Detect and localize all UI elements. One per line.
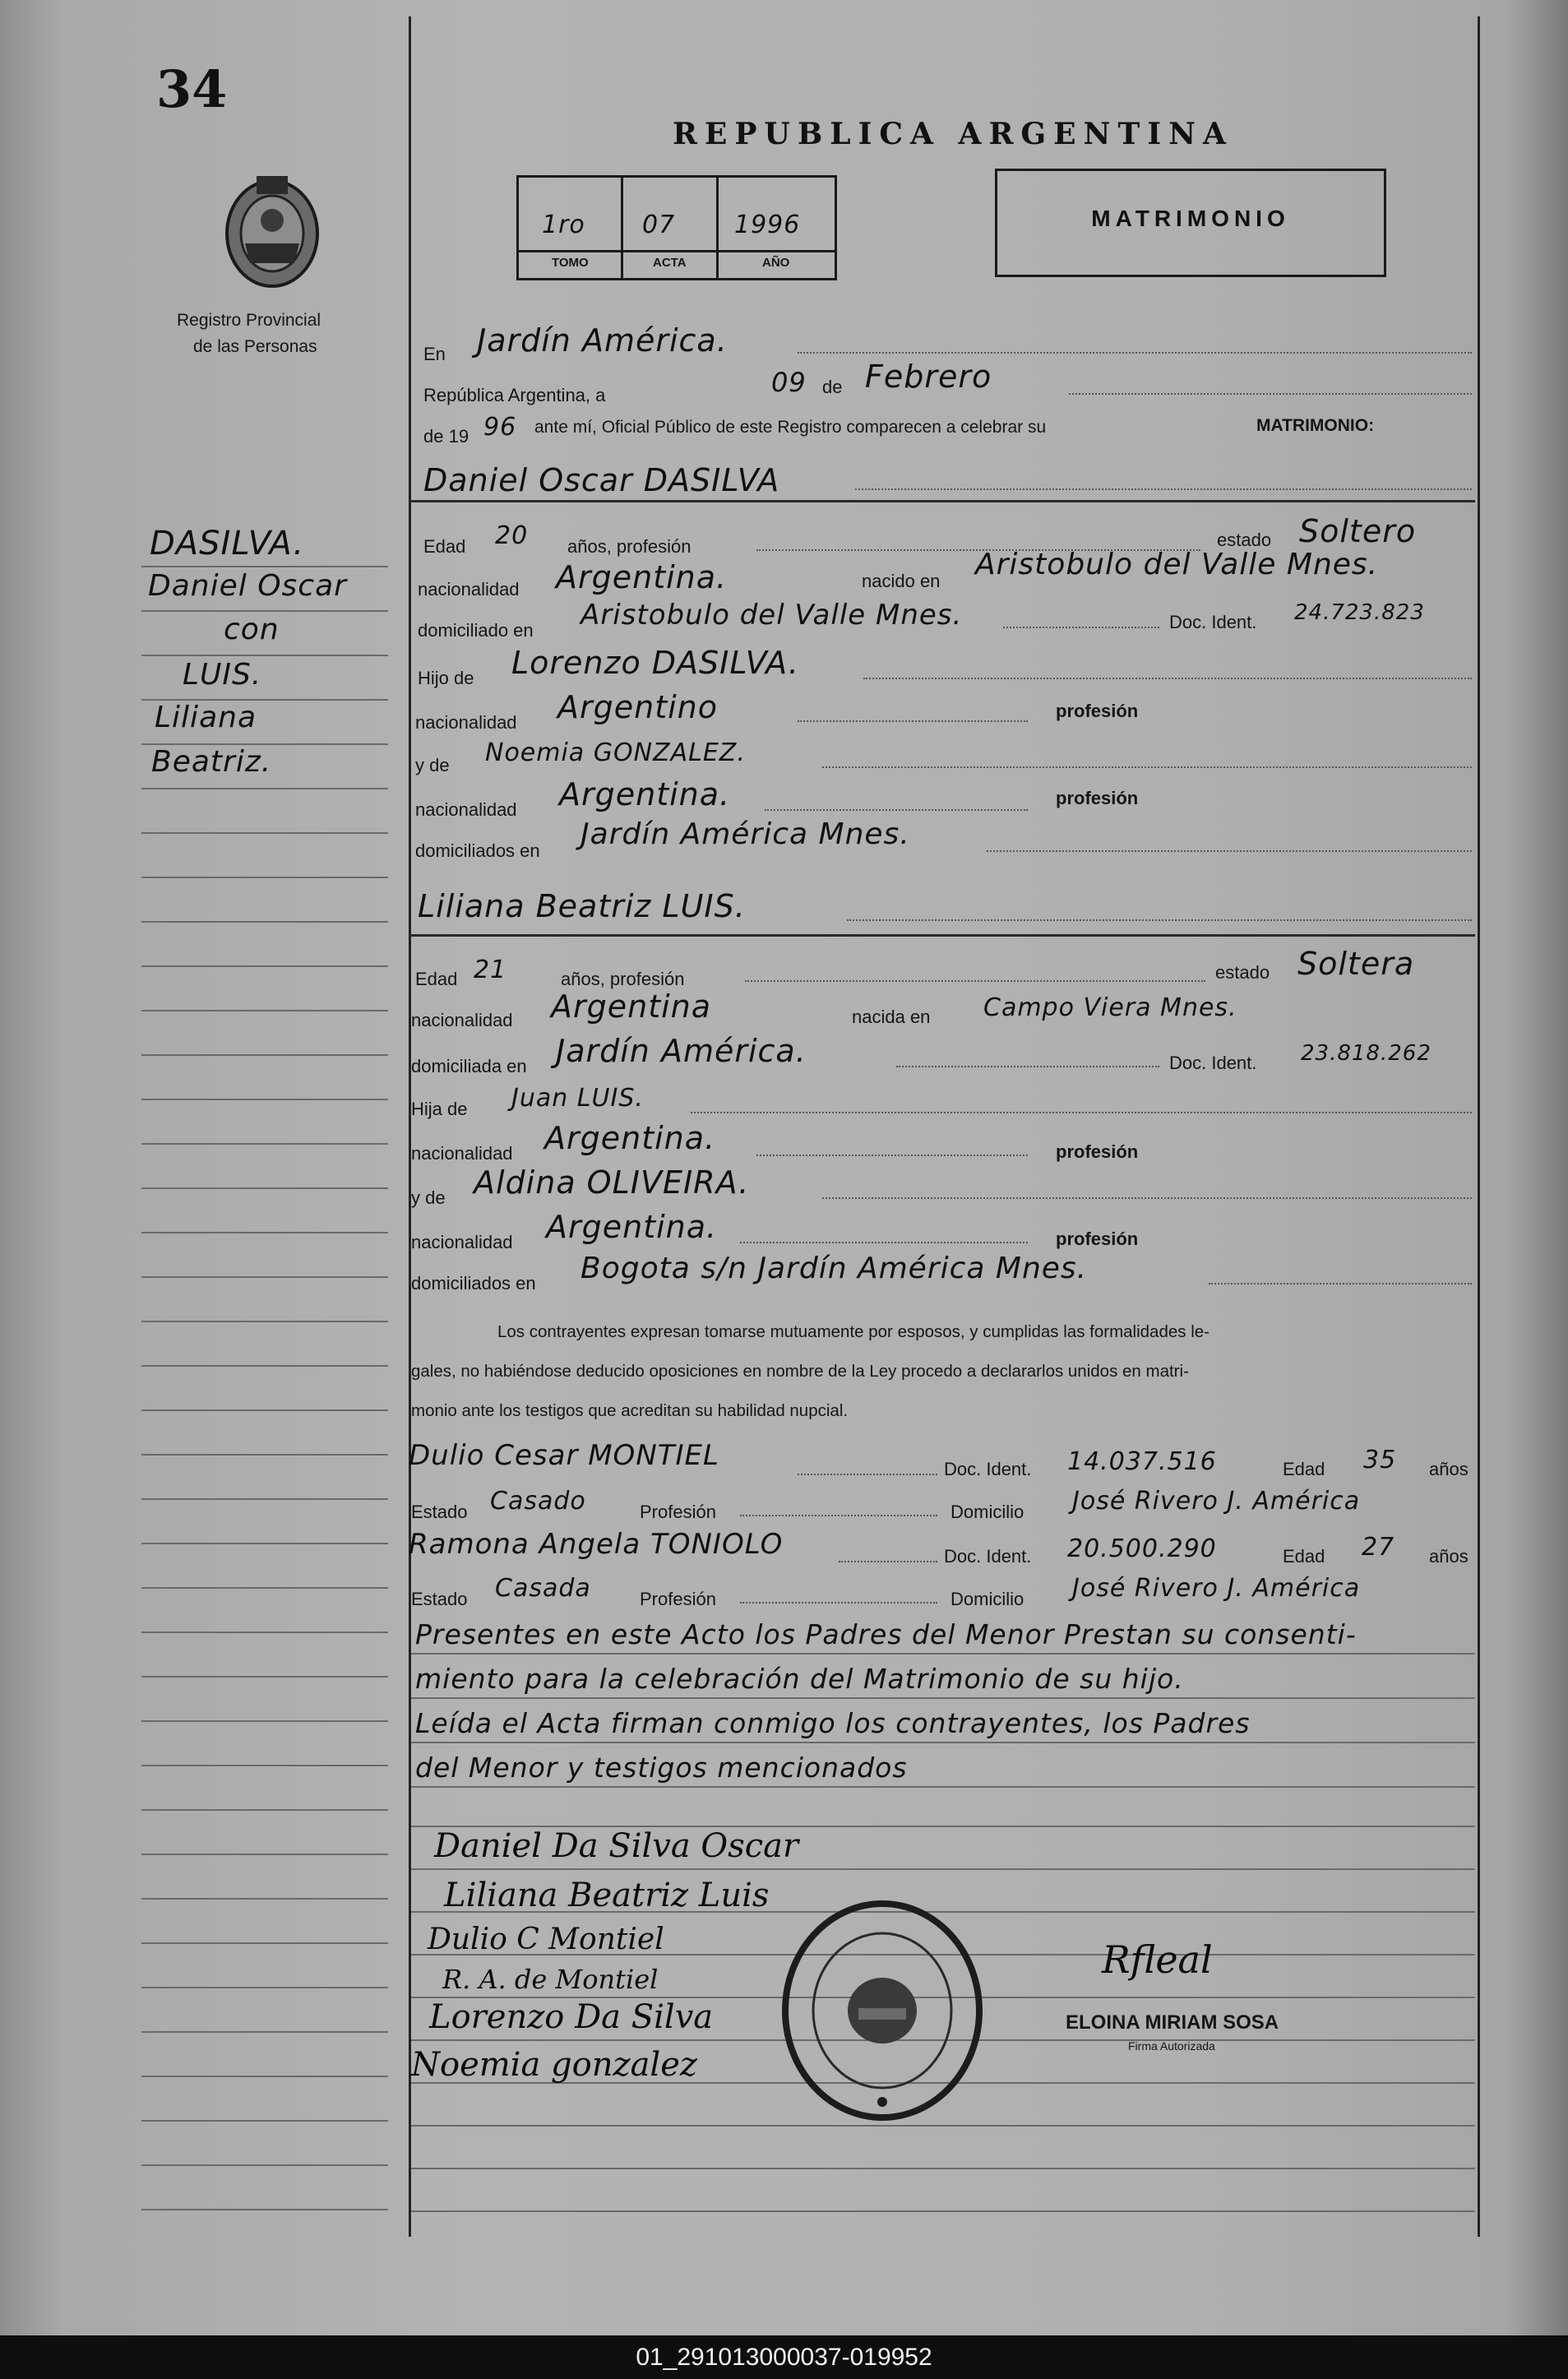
statement-line-2: gales, no habiéndose deducido oposiciones en nombre de la Ley procedo a declararlos unidos en matri- [411, 1362, 1189, 1381]
bride-name: Liliana Beatriz LUIS. [418, 888, 746, 924]
groom-domicilio: Aristobulo del Valle Mnes. [580, 599, 963, 632]
official-caption: Firma Autorizada [1128, 2039, 1215, 2053]
year-prefix: de 19 [423, 426, 469, 447]
intro-day: 09 [771, 367, 807, 398]
bride-estado-label: estado [1215, 962, 1270, 983]
rule [756, 1155, 1028, 1156]
rule [863, 678, 1472, 679]
groom-mother: Noemia GONZALEZ. [485, 738, 746, 767]
witness-2-anos-label: años [1429, 1546, 1469, 1567]
groom-nacionalidad: Argentina. [556, 559, 728, 595]
groom-birthplace: Aristobulo del Valle Mnes. [975, 548, 1379, 581]
groom-mother-nac-label: nacionalidad [415, 799, 517, 820]
statement-line-1: Los contrayentes expresan tomarse mutuamente por esposos, y cumplidas las formalidades le- [497, 1322, 1210, 1341]
intro-year-suffix: 96 [483, 413, 517, 442]
registry-line-1: Registro Provincial [177, 311, 321, 330]
groom-estado: Soltero [1299, 513, 1417, 549]
country-title: REPUBLICA ARGENTINA [673, 117, 1233, 151]
margin-note-5: Liliana [155, 701, 257, 734]
groom-parents-dom-label: domiciliados en [415, 840, 540, 861]
groom-edad-label: Edad [423, 536, 466, 557]
intro-de-label: de [822, 377, 843, 397]
bride-father-nac-label: nacionalidad [411, 1143, 513, 1164]
bride-mother-profesion-label: profesión [1056, 1229, 1139, 1249]
witness-1-estado: Casado [490, 1487, 586, 1516]
witness-2-estado-label: Estado [411, 1589, 468, 1609]
witness-2-domicilio: José Rivero J. América [1072, 1574, 1361, 1603]
groom-hijo-label: Hijo de [418, 668, 474, 688]
rule [1069, 393, 1472, 395]
ano-value: 1996 [734, 211, 801, 239]
groom-father-nacionalidad: Argentino [557, 689, 718, 725]
bride-yde-label: y de [411, 1187, 446, 1208]
witness-2-doc-label: Doc. Ident. [944, 1546, 1032, 1567]
bride-father-nacionalidad: Argentina. [544, 1120, 716, 1156]
rule [765, 809, 1028, 811]
acta-label: ACTA [653, 256, 687, 270]
ano-label: AÑO [762, 256, 790, 270]
intro-month: Febrero [865, 359, 992, 395]
witness-1-domicilio: José Rivero J. América [1072, 1487, 1361, 1516]
bride-doc: 23.818.262 [1301, 1041, 1432, 1066]
groom-doc: 24.723.823 [1294, 600, 1425, 625]
witness-2-edad: 27 [1362, 1533, 1395, 1562]
witness-1-edad: 35 [1363, 1446, 1397, 1474]
rule [798, 352, 1472, 354]
notes-line-1: Presentes en este Acto los Padres del Menor Prestan su consenti- [415, 1618, 1357, 1650]
margin-note-6: Beatriz. [151, 745, 272, 779]
groom-mother-profesion-label: profesión [1056, 788, 1139, 808]
rule [798, 720, 1028, 722]
rule [987, 850, 1472, 852]
registry-line-2: de las Personas [193, 337, 317, 356]
acta-value: 07 [642, 211, 676, 239]
rule [798, 1474, 937, 1475]
groom-doc-label: Doc. Ident. [1169, 612, 1257, 632]
witness-2-name: Ramona Angela TONIOLO [409, 1528, 784, 1561]
footer-id: 01_291013000037-019952 [0, 2335, 1568, 2379]
witness-1-doc: 14.037.516 [1067, 1447, 1217, 1476]
bride-anos-label: años, profesión [561, 969, 685, 989]
groom-father: Lorenzo DASILVA. [511, 645, 799, 681]
bride-doc-label: Doc. Ident. [1169, 1053, 1257, 1073]
rule [896, 1066, 1159, 1067]
witness-1-doc-label: Doc. Ident. [944, 1459, 1032, 1479]
rule [1209, 1283, 1472, 1284]
bride-estado: Soltera [1297, 946, 1415, 982]
bride-father-profesion-label: profesión [1056, 1141, 1139, 1162]
intro-place: Jardín América. [477, 322, 728, 359]
witness-2-estado: Casada [495, 1574, 591, 1603]
signature-groom: Daniel Da Silva Oscar [434, 1827, 799, 1865]
oficial-text: ante mí, Oficial Público de este Registro comparecen a celebrar su [534, 418, 1047, 437]
groom-mother-nacionalidad: Argentina. [559, 776, 731, 812]
groom-name: Daniel Oscar DASILVA [423, 462, 780, 498]
tomo-label: TOMO [552, 256, 589, 270]
rule [740, 1602, 937, 1604]
groom-estado-label: estado [1217, 530, 1272, 550]
bride-parents-dom-label: domiciliados en [411, 1273, 536, 1294]
bride-nac-label: nacionalidad [411, 1010, 513, 1030]
rule [855, 488, 1472, 490]
bride-nacionalidad: Argentina [551, 988, 712, 1025]
witness-2-profesion-label: Profesión [640, 1589, 716, 1609]
groom-father-nac-label: nacionalidad [415, 712, 517, 733]
right-border [1478, 16, 1480, 2237]
bride-birthplace: Campo Viera Mnes. [983, 993, 1237, 1022]
witness-1-anos-label: años [1429, 1459, 1469, 1479]
bride-mother-nacionalidad: Argentina. [546, 1209, 718, 1245]
witness-2-doc: 20.500.290 [1067, 1534, 1217, 1563]
coat-of-arms-emblem [220, 171, 324, 289]
page-number: 34 [156, 59, 228, 119]
witness-1-estado-label: Estado [411, 1502, 468, 1522]
margin-rule [409, 16, 411, 2237]
bride-mother: Aldina OLIVEIRA. [474, 1164, 750, 1201]
official-name: ELOINA MIRIAM SOSA [1066, 2011, 1279, 2034]
signature-witness-2: R. A. de Montiel [442, 1964, 659, 1995]
notes-line-2: miento para la celebración del Matrimonio de su hijo. [415, 1663, 1184, 1695]
margin-note-2: Daniel Oscar [148, 569, 347, 603]
rule [740, 1242, 1028, 1243]
groom-parents-domicilio: Jardín América Mnes. [580, 817, 910, 851]
notes-line-3: Leída el Acta firman conmigo los contrayentes, los Padres [415, 1707, 1251, 1739]
rule [839, 1561, 937, 1562]
groom-dom-label: domiciliado en [418, 620, 534, 641]
groom-nac-label: nacionalidad [418, 579, 520, 599]
section-separator [409, 500, 1475, 502]
margin-note-3: con [224, 613, 280, 646]
rule [847, 919, 1472, 921]
witness-2-edad-label: Edad [1283, 1546, 1325, 1567]
rule [822, 766, 1472, 768]
bride-edad-label: Edad [415, 969, 458, 989]
book-reference-box [516, 175, 837, 280]
bride-hija-label: Hija de [411, 1099, 468, 1119]
rule [691, 1112, 1472, 1113]
witness-1-name: Dulio Cesar MONTIEL [409, 1439, 719, 1472]
witness-1-domicilio-label: Domicilio [951, 1502, 1025, 1522]
tomo-value: 1ro [542, 211, 585, 239]
official-signature: Rfleal [1102, 1937, 1213, 1982]
bride-age: 21 [474, 956, 507, 984]
section-separator [409, 934, 1475, 937]
bride-nacida-label: nacida en [852, 1007, 931, 1027]
republica-label: República Argentina, a [423, 385, 606, 405]
groom-yde-label: y de [415, 755, 450, 775]
signature-witness-1: Dulio C Montiel [428, 1923, 664, 1956]
signature-father: Lorenzo Da Silva [429, 1998, 714, 2036]
margin-note-1: DASILVA. [150, 525, 305, 562]
bride-domicilio: Jardín América. [556, 1033, 807, 1069]
bride-mother-nac-label: nacionalidad [411, 1232, 513, 1252]
doc-type-box [995, 169, 1386, 277]
margin-note-4: LUIS. [183, 658, 262, 692]
groom-age: 20 [495, 521, 529, 550]
bride-dom-label: domiciliada en [411, 1056, 527, 1076]
witness-2-domicilio-label: Domicilio [951, 1589, 1025, 1609]
groom-father-profesion-label: profesión [1056, 701, 1139, 721]
rule [1003, 627, 1159, 628]
groom-nacido-label: nacido en [862, 571, 941, 591]
bride-father: Juan LUIS. [511, 1084, 644, 1113]
en-label: En [423, 344, 446, 364]
witness-1-profesion-label: Profesión [640, 1502, 716, 1522]
signature-bride: Liliana Beatriz Luis [444, 1877, 770, 1914]
statement-line-3: monio ante los testigos que acreditan su habilidad nupcial. [411, 1401, 849, 1420]
groom-anos-label: años, profesión [567, 536, 691, 557]
rule [745, 980, 1205, 982]
matrimonio-word: MATRIMONIO: [1256, 416, 1375, 435]
rule [740, 1515, 937, 1516]
doc-type-label: MATRIMONIO [1091, 206, 1290, 231]
rule [822, 1197, 1472, 1199]
official-seal [779, 1900, 985, 2122]
bride-parents-domicilio: Bogota s/n Jardín América Mnes. [580, 1252, 1088, 1285]
signature-mother: Noemia gonzalez [411, 2046, 697, 2084]
witness-1-edad-label: Edad [1283, 1459, 1325, 1479]
notes-line-4: del Menor y testigos mencionados [415, 1752, 908, 1784]
